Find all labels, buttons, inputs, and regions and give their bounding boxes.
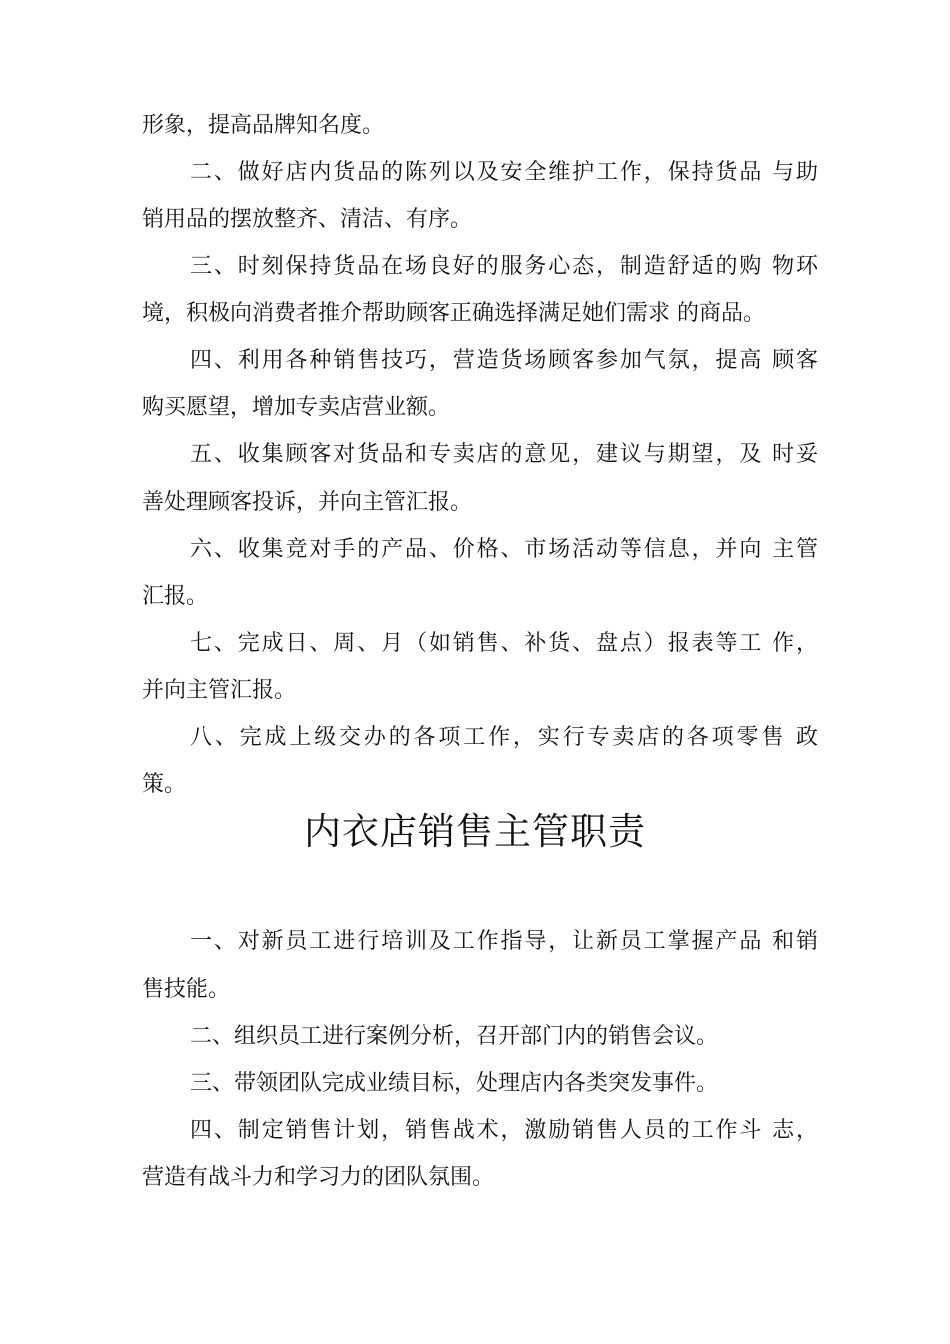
text-line: 售技能。 — [142, 977, 231, 1002]
text-line: 策。 — [142, 772, 187, 797]
text-line: 四、制定销售计划，销售战术，激励销售人员的工作斗 志， — [190, 1118, 818, 1143]
text-line: 五、收集顾客对货品和专卖店的意见，建议与期望，及 时妥 — [190, 442, 818, 467]
text-line: 一、对新员工进行培训及工作指导，让新员工掌握产品 和销 — [190, 929, 818, 954]
text-line: 八、完成上级交办的各项工作，实行专卖店的各项零售 政 — [190, 725, 818, 750]
text-line: 七、完成日、周、月（如销售、补货、盘点）报表等工 作， — [190, 631, 818, 656]
text-line: 六、收集竞对手的产品、价格、市场活动等信息，并向 主管 — [190, 537, 818, 562]
text-line: 三、带领团队完成业绩目标，处理店内各类突发事件。 — [190, 1071, 719, 1096]
text-line: 营造有战斗力和学习力的团队氛围。 — [142, 1165, 495, 1190]
text-line: 境，积极向消费者推介帮助顾客正确选择满足她们需求 的商品。 — [142, 301, 765, 326]
text-line: 并向主管汇报。 — [142, 678, 297, 703]
text-line: 二、组织员工进行案例分析，召开部门内的销售会议。 — [190, 1024, 719, 1049]
section-title: 内衣店销售主管职责 — [304, 810, 646, 853]
text-line: 购买愿望，增加专卖店营业额。 — [142, 395, 451, 420]
text-line: 形象，提高品牌知名度。 — [142, 113, 385, 138]
text-line: 善处理顾客投诉，并向主管汇报。 — [142, 490, 473, 515]
text-line: 二、做好店内货品的陈列以及安全维护工作，保持货品 与助 — [190, 160, 818, 185]
text-line: 三、时刻保持货品在场良好的服务心态，制造舒适的购 物环 — [190, 254, 818, 279]
text-line: 四、利用各种销售技巧，营造货场顾客参加气氛，提高 顾客 — [190, 348, 818, 373]
text-line: 销用品的摆放整齐、清洁、有序。 — [142, 207, 473, 232]
text-line: 汇报。 — [142, 584, 209, 609]
